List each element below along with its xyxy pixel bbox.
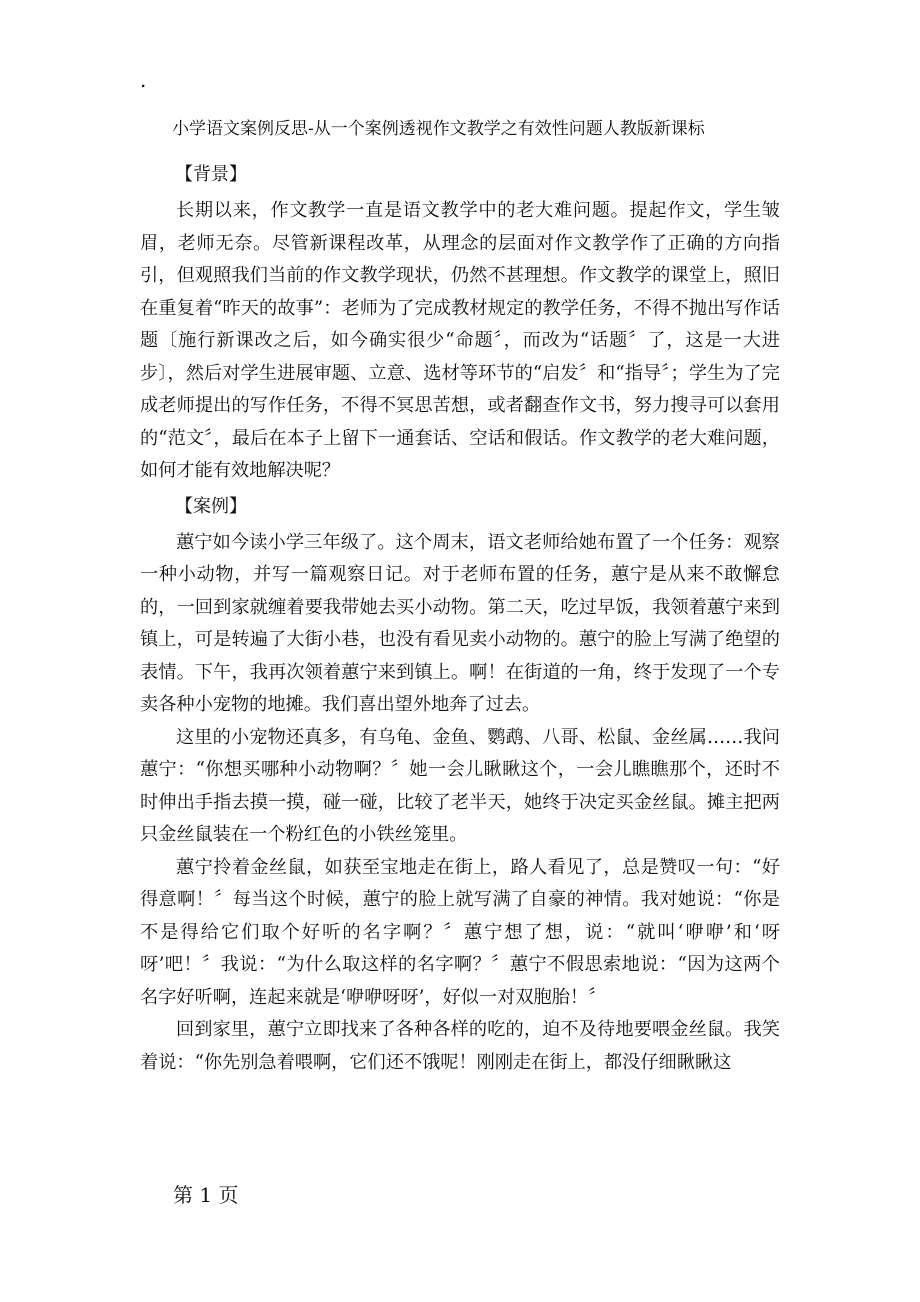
case-paragraph-1: 蕙宁如今读小学三年级了。这个周末，语文老师给她布置了一个任务：观察一种小动物，并写一篇观察日记。对于老师布置的任务，蕙宁是从来不敢懈怠的，一回到家就缠着要我带她去买小动物。第二天，吃过早饭，我领着蕙宁来到镇上，可是转遍了大街小巷，也没有看见卖小动物的。蕙宁的脸上写满了绝望的表情。下午，我再次领着蕙宁来到镇上。啊！在街道的一角，终于发现了一个专卖各种小宠物的地摊。我们喜出望外地奔了过去。	[140, 531, 780, 715]
case-heading: 【案例】	[175, 495, 247, 517]
case-paragraph-3: 蕙宁拎着金丝鼠，如获至宝地走在街上，路人看见了，总是赞叹一句：“好得意啊！〞每当这个时候，蕙宁的脸上就写满了自豪的神情。我对她说：“你是不是得给它们取个好听的名字啊？〞蕙宁想了想，说：“就叫‘咿咿’和‘呀呀’吧！〞我说：“为什么取这样的名字啊？〞蕙宁不假思索地说：“因为这两个名字好听啊，连起来就是‘咿咿呀呀’，好似一对双胞胎！〞	[140, 856, 780, 1008]
case-paragraph-2: 这里的小宠物还真多，有乌龟、金鱼、鹦鹉、八哥、松鼠、金丝属……我问蕙宁：“你想买哪种小动物啊？〞她一会儿瞅瞅这个，一会儿瞧瞧那个，还时不时伸出手指去摸一摸，碰一碰，比较了老半天，她终于决定买金丝鼠。摊主把两只金丝鼠装在一个粉红色的小铁丝笼里。	[140, 726, 780, 845]
page-number-footer: 第 1 页	[173, 1183, 239, 1207]
page-dot-marker: .	[140, 68, 147, 92]
document-body	[140, 159, 780, 1079]
background-heading: 【背景】	[175, 164, 247, 185]
background-paragraph: 长期以来，作文教学一直是语文教学中的老大难问题。提起作文，学生皱眉，老师无奈。尽管新课程改革，从理念的层面对作文教学作了正确的方向指引，但观照我们当前的作文教学现状，仍然不甚理想。作文教学的课堂上，照旧在重复着“昨天的故事”：老师为了完成教材规定的教学任务，不得不抛出写作话题〔施行新课改之后，如今确实很少“命题〞，而改为“话题〞了，这是一大进步〕，然后对学生进展审题、立意、选材等环节的“启发〞和“指导〞；学生为了完成老师提出的写作任务，不得不冥思苦想，或者翻查作文书，努力搜寻可以套用的“范文〞，最后在本子上留下一通套话、空话和假话。作文教学的老大难问题，如何才能有效地解决呢？	[140, 200, 780, 481]
case-paragraph-4: 回到家里，蕙宁立即找来了各种各样的吃的，迫不及待地要喂金丝鼠。我笑着说：“你先别急着喂啊，它们还不饿呢！刚刚走在街上，都没仔细瞅瞅这	[140, 1019, 780, 1073]
document-title: 小学语文案例反思-从一个案例透视作文教学之有效性问题人教版新课标	[172, 119, 705, 139]
